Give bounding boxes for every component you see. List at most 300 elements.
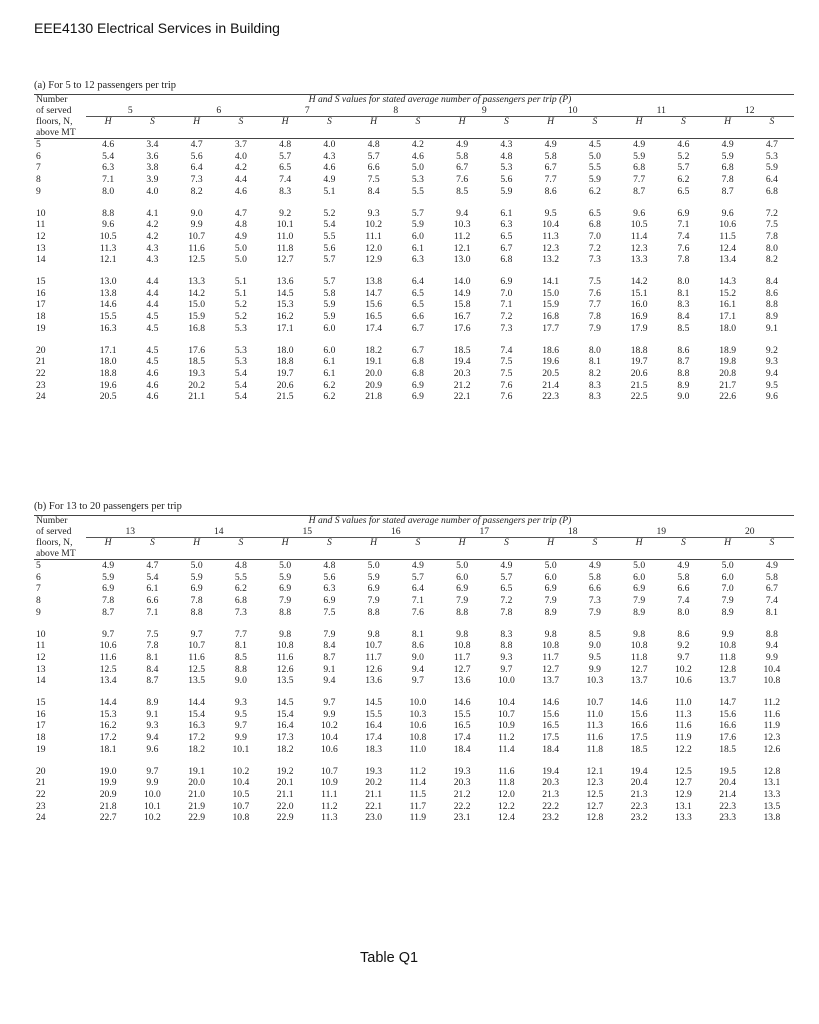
s-value-cell: 8.0: [677, 606, 690, 618]
h-label: H: [547, 537, 555, 548]
s-value-cell: 9.5: [234, 708, 247, 720]
h-value-cell: 14.5: [365, 697, 383, 709]
h-value-cell: 7.8: [721, 174, 734, 186]
table-a-caption-text: For 5 to 12 passengers per trip: [48, 80, 177, 91]
h-value-cell: 5.8: [544, 150, 557, 162]
h-value-cell: 7.9: [633, 595, 646, 607]
passenger-count: 9: [440, 106, 529, 117]
h-value-cell: 12.0: [365, 242, 383, 254]
h-value-cell: 6.9: [279, 583, 292, 595]
s-value-cell: 4.9: [750, 560, 794, 572]
h-label: H: [458, 116, 466, 127]
s-value-cell: 5.4: [234, 391, 247, 403]
h-value-cell: 20.6: [630, 367, 648, 379]
floor-count-cell: 9: [36, 606, 41, 618]
s-value-cell: 6.1: [146, 583, 159, 595]
table-row: [34, 288, 794, 300]
table-row: [34, 391, 794, 403]
h-value-cell: 18.0: [719, 322, 737, 334]
s-label: S: [592, 537, 598, 548]
s-value-cell: 9.5: [588, 651, 601, 663]
h-value-cell: 8.6: [544, 185, 557, 197]
s-value-cell: 4.6: [661, 139, 705, 151]
h-value-cell: 5.0: [175, 560, 219, 572]
h-value-cell: 16.9: [630, 311, 648, 323]
h-value-cell: 19.6: [542, 356, 560, 368]
h-value-cell: 11.6: [188, 651, 205, 663]
s-value-cell: 10.4: [320, 732, 338, 744]
s-label: S: [238, 537, 244, 548]
h-value-cell: 13.0: [99, 276, 117, 288]
header-row: [34, 516, 794, 527]
s-value-cell: 10.4: [232, 777, 250, 789]
s-value-cell: 5.2: [234, 311, 247, 323]
s-value-cell: 6.5: [500, 230, 513, 242]
h-value-cell: 5.6: [190, 150, 203, 162]
s-value-cell: 5.5: [411, 185, 424, 197]
s-value-cell: 12.4: [497, 812, 515, 824]
s-value-cell: 11.6: [498, 765, 515, 777]
table-row: [34, 777, 794, 789]
h-value-cell: 17.4: [365, 732, 383, 744]
h-value-cell: 10.5: [630, 219, 648, 231]
table-b-caption-text: For 13 to 20 passengers per trip: [48, 501, 182, 512]
s-value-cell: 4.6: [146, 367, 159, 379]
h-value-cell: 22.7: [99, 812, 117, 824]
h-value-cell: 5.9: [279, 571, 292, 583]
h-value-cell: 14.9: [453, 287, 471, 299]
number-label: Number: [34, 516, 86, 527]
h-value-cell: 20.3: [542, 777, 560, 789]
h-label: H: [370, 116, 378, 127]
s-value-cell: 6.3: [323, 583, 336, 595]
group-gap: [34, 335, 794, 345]
h-value-cell: 19.1: [365, 356, 383, 368]
h-label: H: [281, 537, 289, 548]
s-value-cell: 13.3: [674, 812, 692, 824]
s-value-cell: 7.6: [677, 242, 690, 254]
h-value-cell: 16.1: [719, 299, 737, 311]
table-row: [34, 380, 794, 392]
h-label: H: [193, 116, 201, 127]
h-value-cell: 14.6: [630, 697, 648, 709]
h-value-cell: 9.6: [721, 207, 734, 219]
s-value-cell: 8.2: [588, 367, 601, 379]
h-label: H: [635, 537, 643, 548]
h-value-cell: 12.5: [99, 663, 117, 675]
h-value-cell: 6.9: [102, 583, 115, 595]
h-value-cell: 10.8: [542, 640, 560, 652]
h-value-cell: 12.3: [630, 242, 648, 254]
s-value-cell: 6.2: [677, 174, 690, 186]
group-gap: [34, 266, 794, 276]
passenger-count: 13: [86, 527, 175, 538]
s-value-cell: 13.1: [674, 800, 692, 812]
passenger-count: 11: [617, 106, 706, 117]
header-row: [34, 95, 794, 106]
floor-count-cell: 8: [36, 595, 41, 607]
table-row: [34, 664, 794, 676]
s-value-cell: 5.5: [234, 571, 247, 583]
floor-count-cell: 10: [36, 207, 46, 219]
h-value-cell: 22.6: [719, 391, 737, 403]
s-value-cell: 8.8: [677, 367, 690, 379]
h-value-cell: 11.3: [99, 242, 117, 254]
s-value-cell: 7.9: [323, 628, 336, 640]
s-value-cell: 8.0: [588, 344, 601, 356]
floor-count-cell: 14: [36, 254, 46, 266]
s-value-cell: 11.5: [409, 788, 427, 800]
s-value-cell: 5.3: [234, 322, 247, 334]
s-value-cell: 5.8: [588, 571, 601, 583]
h-value-cell: 15.3: [276, 299, 294, 311]
h-value-cell: 17.1: [276, 322, 294, 334]
floor-count-cell: 12: [36, 230, 46, 242]
passenger-count: 15: [263, 527, 352, 538]
h-value-cell: 10.5: [99, 230, 117, 242]
s-value-cell: 8.8: [500, 640, 513, 652]
h-value-cell: 7.5: [367, 174, 380, 186]
s-value-cell: 5.6: [323, 242, 336, 254]
h-label: H: [281, 116, 289, 127]
h-value-cell: 9.8: [456, 628, 469, 640]
floor-count-cell: 6: [36, 571, 41, 583]
h-value-cell: 8.5: [456, 185, 469, 197]
s-value-cell: 8.5: [588, 628, 601, 640]
h-label: H: [193, 537, 201, 548]
table-a-header: [34, 95, 794, 139]
h-value-cell: 16.3: [99, 322, 117, 334]
h-value-cell: 15.9: [188, 311, 206, 323]
passenger-count: 17: [440, 527, 529, 538]
s-value-cell: 9.4: [411, 663, 424, 675]
h-label: H: [547, 116, 555, 127]
floor-count-cell: 20: [36, 344, 46, 356]
s-value-cell: 9.7: [234, 720, 247, 732]
s-value-cell: 6.4: [411, 276, 424, 288]
h-value-cell: 18.0: [99, 356, 117, 368]
s-value-cell: 12.9: [674, 788, 692, 800]
s-value-cell: 9.7: [146, 765, 159, 777]
h-value-cell: 16.6: [630, 720, 648, 732]
passenger-count: 19: [617, 527, 706, 538]
h-value-cell: 17.5: [542, 732, 560, 744]
h-value-cell: 7.8: [102, 595, 115, 607]
h-value-cell: 14.6: [453, 697, 471, 709]
h-value-cell: 18.9: [719, 344, 737, 356]
h-value-cell: 12.7: [630, 663, 648, 675]
h-value-cell: 11.7: [542, 651, 559, 663]
s-value-cell: 6.3: [500, 219, 513, 231]
s-value-cell: 9.9: [588, 663, 601, 675]
s-value-cell: 8.6: [677, 628, 690, 640]
passenger-count: 7: [263, 106, 352, 117]
h-value-cell: 8.7: [102, 606, 115, 618]
h-value-cell: 4.7: [175, 139, 219, 151]
h-value-cell: 4.9: [86, 560, 130, 572]
h-value-cell: 4.8: [263, 139, 307, 151]
h-value-cell: 17.3: [276, 732, 294, 744]
s-value-cell: 9.3: [500, 651, 513, 663]
h-value-cell: 7.7: [633, 174, 646, 186]
h-value-cell: 17.9: [630, 322, 648, 334]
h-value-cell: 11.8: [719, 651, 736, 663]
h-value-cell: 4.9: [529, 139, 573, 151]
floors-label: floors, N,: [36, 115, 73, 127]
h-value-cell: 16.0: [630, 299, 648, 311]
table-a-body: [34, 139, 794, 404]
floor-count-cell: 9: [36, 185, 41, 197]
s-label: S: [680, 537, 686, 548]
s-value-cell: 4.8: [500, 150, 513, 162]
s-value-cell: 9.1: [323, 663, 336, 675]
h-value-cell: 18.8: [276, 356, 294, 368]
h-value-cell: 14.6: [99, 299, 117, 311]
header-row: [34, 106, 794, 117]
number-label: Number: [34, 95, 86, 106]
s-value-cell: 7.8: [677, 254, 690, 266]
h-value-cell: 13.6: [276, 276, 294, 288]
h-value-cell: 11.3: [542, 230, 559, 242]
s-value-cell: 9.3: [146, 720, 159, 732]
h-value-cell: 8.8: [367, 606, 380, 618]
h-value-cell: 22.1: [453, 391, 471, 403]
of-served-label: of served: [36, 525, 72, 537]
above-mt-label: above MT: [36, 547, 76, 559]
h-value-cell: 11.7: [453, 651, 471, 663]
table-row: [34, 276, 794, 288]
floor-count-cell: 22: [36, 367, 46, 379]
floor-count-cell: 7: [36, 583, 41, 595]
hs-title: H and S values for stated average number of passengers per trip (P): [86, 516, 794, 527]
s-label: S: [503, 116, 509, 127]
s-value-cell: 9.1: [765, 322, 778, 334]
h-value-cell: 20.5: [99, 391, 117, 403]
s-value-cell: 7.5: [588, 276, 601, 288]
s-value-cell: 7.2: [765, 207, 778, 219]
s-value-cell: 8.0: [677, 276, 690, 288]
h-value-cell: 6.0: [633, 571, 646, 583]
s-value-cell: 6.4: [765, 174, 778, 186]
s-value-cell: 10.8: [232, 812, 250, 824]
s-value-cell: 8.1: [588, 356, 601, 368]
h-value-cell: 16.7: [453, 311, 471, 323]
table-label: Table Q1: [360, 950, 419, 966]
passenger-count: 10: [529, 106, 618, 117]
group-gap: [34, 198, 794, 208]
h-value-cell: 23.3: [719, 812, 737, 824]
h-value-cell: 6.4: [190, 162, 203, 174]
s-value-cell: 7.5: [323, 606, 336, 618]
s-value-cell: 6.8: [588, 219, 601, 231]
floor-count-cell: 7: [36, 162, 41, 174]
s-value-cell: 13.8: [763, 812, 781, 824]
h-value-cell: 5.0: [706, 560, 750, 572]
h-value-cell: 16.8: [542, 311, 560, 323]
s-value-cell: 8.9: [677, 379, 690, 391]
s-value-cell: 10.9: [320, 777, 338, 789]
h-value-cell: 17.4: [453, 732, 471, 744]
s-value-cell: 5.4: [234, 367, 247, 379]
h-value-cell: 18.5: [188, 356, 206, 368]
s-value-cell: 11.2: [321, 800, 338, 812]
s-value-cell: 4.1: [146, 207, 159, 219]
s-label: S: [769, 116, 775, 127]
h-value-cell: 20.1: [276, 777, 294, 789]
s-value-cell: 10.5: [232, 788, 250, 800]
s-value-cell: 6.7: [411, 344, 424, 356]
floor-count-cell: 17: [36, 299, 46, 311]
s-value-cell: 7.1: [146, 606, 159, 618]
s-value-cell: 6.1: [323, 356, 336, 368]
s-value-cell: 4.9: [573, 560, 617, 572]
s-value-cell: 8.4: [677, 311, 690, 323]
s-value-cell: 9.0: [411, 651, 424, 663]
h-value-cell: 21.1: [365, 788, 383, 800]
header-spacer: [86, 549, 794, 560]
s-value-cell: 8.4: [765, 276, 778, 288]
s-value-cell: 4.3: [146, 254, 159, 266]
s-value-cell: 7.3: [234, 606, 247, 618]
h-value-cell: 6.7: [544, 162, 557, 174]
s-value-cell: 6.4: [411, 583, 424, 595]
h-value-cell: 12.5: [188, 663, 206, 675]
table-row: [34, 607, 794, 619]
h-value-cell: 6.9: [190, 583, 203, 595]
table-row: [34, 709, 794, 721]
s-value-cell: 8.3: [500, 628, 513, 640]
h-value-cell: 21.5: [276, 391, 294, 403]
h-value-cell: 19.3: [365, 765, 383, 777]
s-value-cell: 10.0: [497, 675, 515, 687]
s-value-cell: 13.1: [763, 777, 781, 789]
h-value-cell: 8.9: [633, 606, 646, 618]
s-value-cell: 9.4: [765, 640, 778, 652]
s-value-cell: 8.8: [765, 299, 778, 311]
s-value-cell: 8.6: [677, 344, 690, 356]
h-value-cell: 18.5: [719, 743, 737, 755]
table-row: [34, 208, 794, 220]
h-value-cell: 20.0: [365, 367, 383, 379]
s-value-cell: 4.2: [234, 162, 247, 174]
h-value-cell: 20.3: [453, 777, 471, 789]
s-value-cell: 11.9: [409, 812, 427, 824]
s-value-cell: 11.6: [586, 732, 604, 744]
s-value-cell: 7.4: [677, 595, 690, 607]
s-value-cell: 8.2: [765, 254, 778, 266]
h-value-cell: 6.9: [367, 583, 380, 595]
table-row: [34, 583, 794, 595]
table-row: [34, 356, 794, 368]
s-value-cell: 11.7: [409, 800, 427, 812]
s-value-cell: 6.8: [765, 185, 778, 197]
s-value-cell: 6.8: [500, 254, 513, 266]
s-value-cell: 8.1: [677, 287, 690, 299]
floor-count-cell: 12: [36, 651, 46, 663]
s-value-cell: 5.3: [765, 150, 778, 162]
h-value-cell: 18.8: [630, 344, 648, 356]
h-value-cell: 7.9: [367, 595, 380, 607]
s-value-cell: 9.2: [677, 640, 690, 652]
h-value-cell: 5.7: [279, 150, 292, 162]
s-value-cell: 6.1: [411, 242, 424, 254]
h-value-cell: 22.3: [542, 391, 560, 403]
h-value-cell: 16.5: [365, 311, 383, 323]
h-value-cell: 17.7: [542, 322, 560, 334]
floor-count-cell: 17: [36, 720, 46, 732]
h-value-cell: 20.9: [99, 788, 117, 800]
h-value-cell: 7.7: [544, 174, 557, 186]
s-value-cell: 7.5: [146, 628, 159, 640]
h-value-cell: 15.2: [719, 287, 737, 299]
h-value-cell: 13.3: [188, 276, 206, 288]
floor-count-cell: 5: [34, 139, 86, 151]
s-value-cell: 4.4: [146, 276, 159, 288]
s-value-cell: 6.3: [411, 254, 424, 266]
h-value-cell: 7.9: [721, 595, 734, 607]
h-label: H: [724, 537, 732, 548]
s-value-cell: 11.8: [586, 743, 604, 755]
h-value-cell: 11.5: [719, 230, 736, 242]
s-value-cell: 7.5: [500, 356, 513, 368]
h-value-cell: 19.3: [453, 765, 471, 777]
h-value-cell: 9.8: [633, 628, 646, 640]
s-value-cell: 10.3: [586, 675, 604, 687]
h-value-cell: 14.7: [365, 287, 383, 299]
s-value-cell: 6.2: [323, 391, 336, 403]
s-label: S: [415, 116, 421, 127]
h-value-cell: 12.7: [542, 663, 560, 675]
s-value-cell: 12.0: [497, 788, 515, 800]
s-value-cell: 6.6: [677, 583, 690, 595]
floor-count-cell: 15: [36, 276, 46, 288]
h-value-cell: 13.4: [99, 675, 117, 687]
h-value-cell: 5.0: [529, 560, 573, 572]
s-value-cell: 10.7: [320, 765, 338, 777]
s-value-cell: 10.2: [674, 663, 692, 675]
h-value-cell: 7.1: [102, 174, 115, 186]
s-value-cell: 8.3: [588, 391, 601, 403]
s-value-cell: 8.6: [765, 287, 778, 299]
table-b-caption-prefix: (b): [34, 501, 47, 512]
s-value-cell: 7.9: [588, 322, 601, 334]
h-value-cell: 10.4: [542, 219, 560, 231]
floor-count-cell: 11: [36, 640, 46, 652]
h-value-cell: 5.9: [367, 571, 380, 583]
s-value-cell: 12.7: [586, 800, 604, 812]
table-row: [34, 732, 794, 744]
table-row: [34, 231, 794, 243]
s-value-cell: 7.3: [500, 322, 513, 334]
floor-count-cell: 13: [36, 663, 46, 675]
floor-count-cell: 11: [36, 219, 46, 231]
s-value-cell: 4.4: [234, 174, 247, 186]
s-value-cell: 10.4: [763, 663, 781, 675]
h-value-cell: 5.4: [102, 150, 115, 162]
s-value-cell: 8.8: [765, 628, 778, 640]
s-value-cell: 3.7: [219, 139, 263, 151]
h-value-cell: 19.4: [630, 765, 648, 777]
h-value-cell: 20.6: [276, 379, 294, 391]
h-value-cell: 9.5: [544, 207, 557, 219]
h-value-cell: 13.4: [719, 254, 737, 266]
h-value-cell: 21.0: [188, 788, 206, 800]
h-value-cell: 16.8: [188, 322, 206, 334]
header-row: [34, 117, 794, 128]
h-value-cell: 8.9: [544, 606, 557, 618]
s-value-cell: 9.2: [765, 344, 778, 356]
h-value-cell: 10.1: [276, 219, 294, 231]
